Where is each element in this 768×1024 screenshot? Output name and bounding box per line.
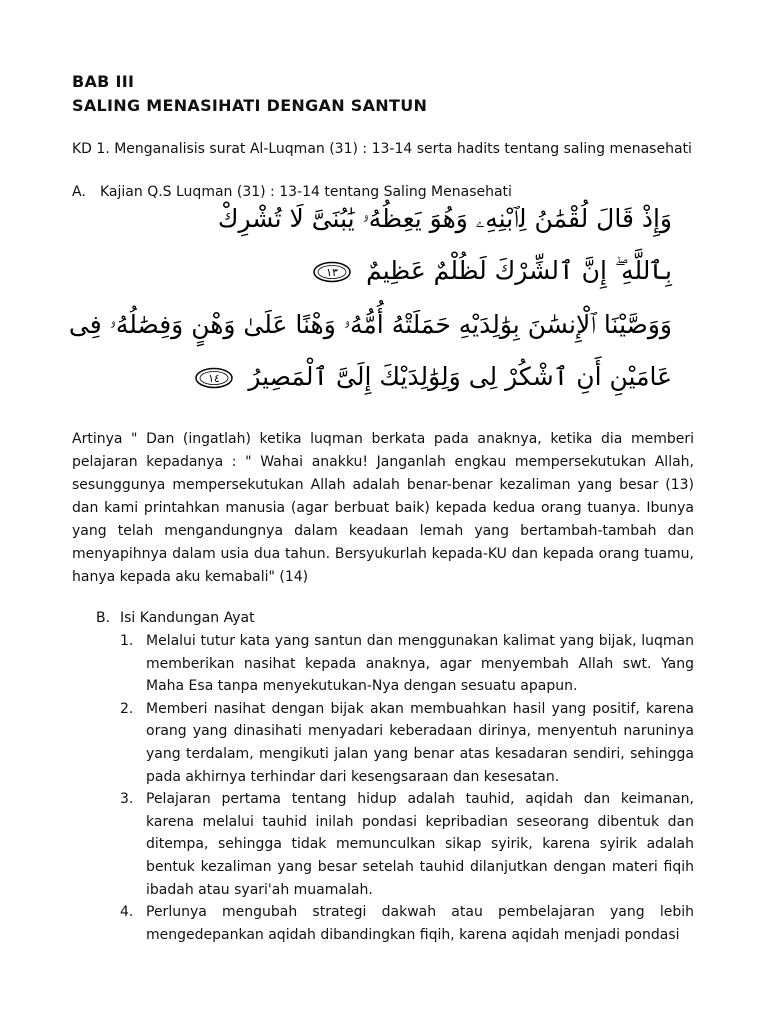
list-item-number: 2. [120, 700, 134, 717]
ayah-14-marker-icon [194, 367, 234, 389]
section-b-heading [96, 610, 255, 626]
list-item [120, 788, 694, 901]
list-item-text: Memberi nasihat dengan bijak akan membuahkan hasil yang positif, karena orang yang dinasihati menyadari keberadaan dirinya, menyentuh naruninya yang terdalam, mengikuti jalan yang benar atas kesadaran sendiri, sehingga pada akhirnya terhindar dari kesengsaraan dan kesesatan. [146, 700, 694, 785]
section-a-heading [72, 184, 512, 200]
list-item-text: Perlunya mengubah strategi dakwah atau pembelajaran yang lebih mengedepankan aqidah dibandingkan fiqih, karena aqidah menjadi pondasi [146, 904, 694, 943]
translation-paragraph: Artinya " Dan (ingatlah) ketika luqman berkata pada anaknya, ketika dia memberi pelajaran kepadanya : " Wahai anakku! Janganlah engkau mempersekutukan Allah, sesunggunya mempersekutukan Allah adalah benar-benar kezaliman yang besar (13) dan kami printahkan manusia (agar berbuat baik) kepada kedua orang tuanya. Ibunya yang telah mengandungnya dalam keadaan lemah yang bertambah-tambah dan menyapihnya dalam usia dua tahun. Bersyukurlah kepada-KU dan kepada orang tuamu, hanya kepada aku kemabali" (14) [72, 431, 694, 585]
list-item [120, 698, 694, 788]
kd-statement: KD 1. Menganalisis surat Al-Luqman (31) : 13-14 serta hadits tentang saling menasehati [72, 141, 692, 157]
ayah-14-number: ١٤ [208, 372, 221, 385]
list-item-text: Melalui tutur kata yang santun dan menggunakan kalimat yang bijak, luqman memberikan nasihat kepada anaknya, agar menyembah Allah swt. Yang Maha Esa tanpa menyekutukan-Nya dengan sesuatu apapun. [146, 633, 694, 695]
arabic-verse-text-4: عَامَيْنِ أَنِ ٱشْكُرْ لِى وَلِوَٰلِدَيْكَ إِلَىَّ ٱلْمَصِيرُ [248, 362, 672, 391]
list-item-number: 3. [120, 791, 134, 808]
section-b-letter: B. [96, 610, 111, 626]
section-b-title: Isi Kandungan Ayat [120, 610, 255, 626]
list-item [120, 901, 694, 946]
arabic-verse-line-4 [72, 362, 672, 391]
ayah-13-marker-icon [312, 261, 352, 283]
chapter-title: SALING MENASIHATI DENGAN SANTUN [72, 96, 428, 115]
content-list [120, 630, 694, 946]
list-item-number: 1. [120, 633, 134, 649]
list-item [120, 630, 694, 698]
arabic-verse-text-2: بِٱللَّهِ ۖ إِنَّ ٱلشِّرْكَ لَظُلْمٌ عَظِيمٌ [366, 256, 672, 285]
section-a-letter: A. [72, 184, 86, 200]
list-item-number: 4. [120, 904, 134, 921]
ayah-13-number: ١٣ [326, 266, 339, 279]
arabic-verse-line-3: وَوَصَّيْنَا ٱلْإِنسَٰنَ بِوَٰلِدَيْهِ حَمَلَتْهُ أُمُّهُۥ وَهْنًا عَلَىٰ وَهْنٍ وَفِصَٰلُهُۥ فِى [68, 310, 672, 339]
list-item-text: Pelajaran pertama tentang hidup adalah tauhid, aqidah dan keimanan, karena melalui tauhid inilah pondasi kepribadian seseorang dibentuk dan ditempa, sehingga tidak memunculkan sikap syirik, karena syirik adalah bentuk kezaliman yang besar setelah tauhid dilanjutkan dengan materi fiqih ibadah atau syari'ah muamalah. [146, 791, 694, 898]
arabic-verse-line-2 [72, 256, 672, 286]
chapter-number: BAB III [72, 72, 135, 91]
section-a-title: Kajian Q.S Luqman (31) : 13-14 tentang Saling Menasehati [100, 184, 512, 200]
arabic-verse-line-1: وَإِذْ قَالَ لُقْمَٰنُ لِٱبْنِهِۦ وَهُوَ يَعِظُهُۥ يَٰبُنَىَّ لَا تُشْرِكْ [217, 204, 672, 233]
